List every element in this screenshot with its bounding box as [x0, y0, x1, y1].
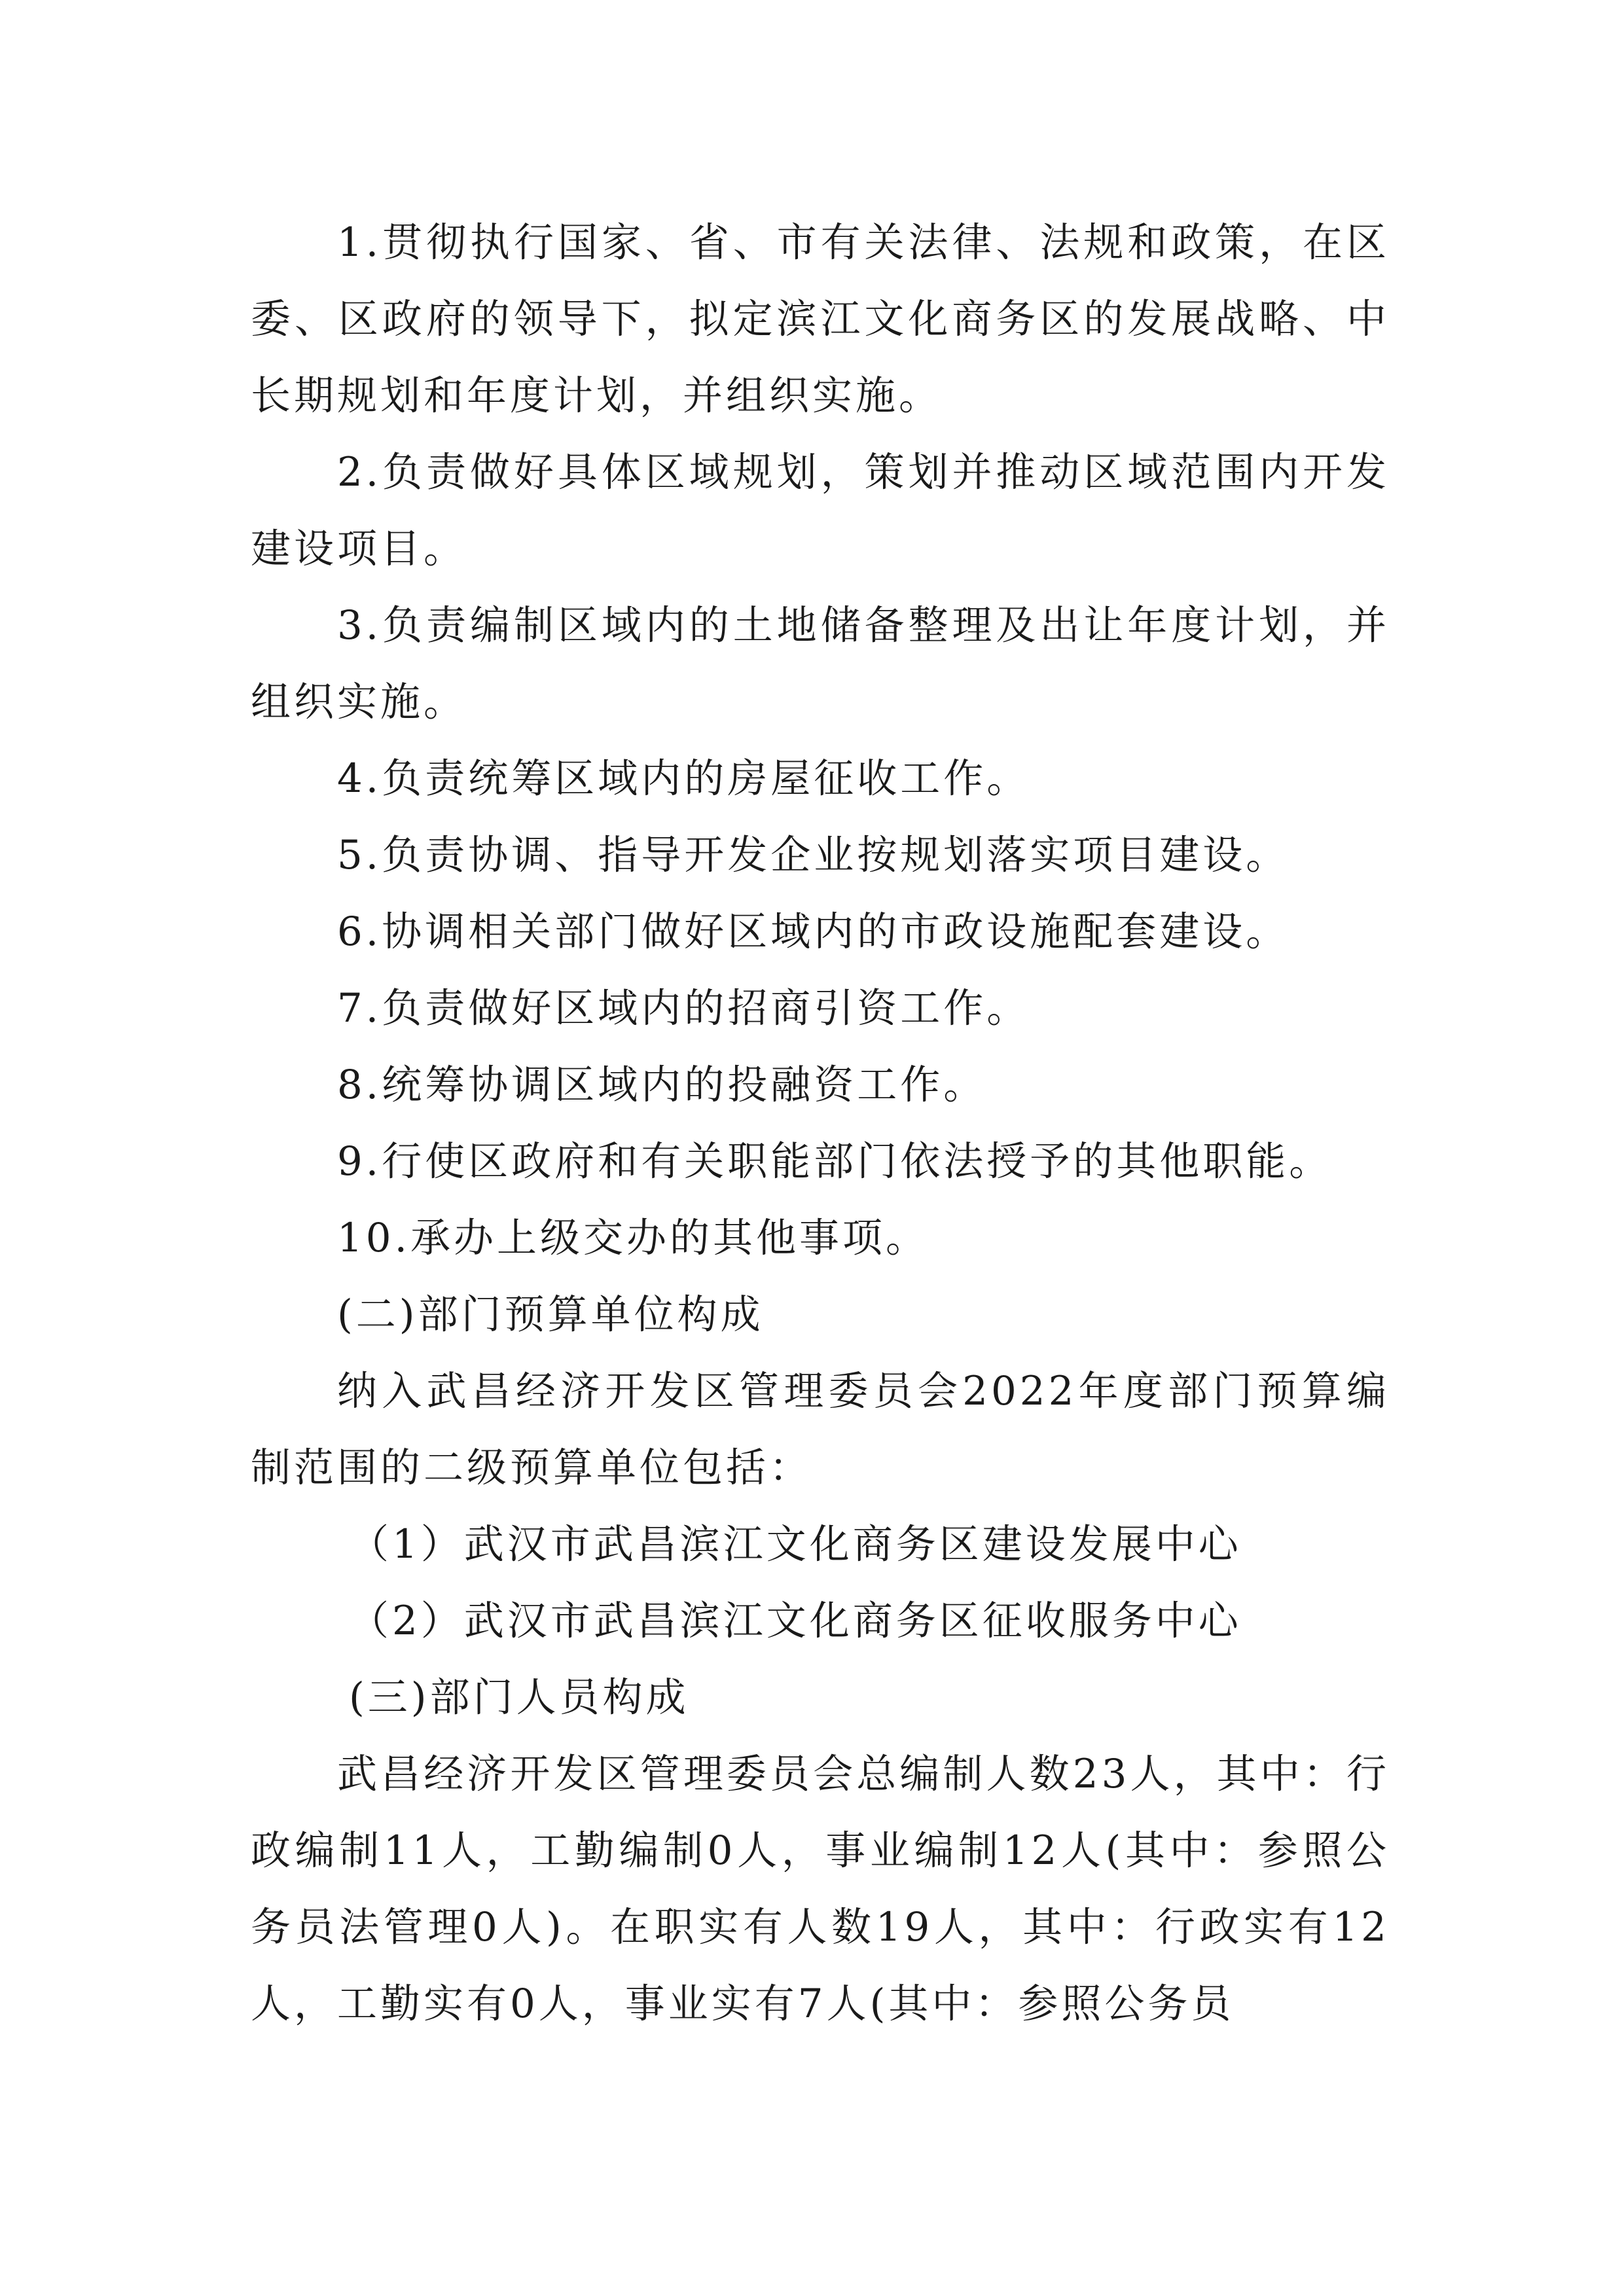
- paragraph-duty-3: 3.负责编制区域内的土地储备整理及出让年度计划，并组织实施。: [251, 602, 1390, 725]
- paragraph-duty-7: 7.负责做好区域内的招商引资工作。: [337, 985, 1030, 1031]
- paragraph-duty-8: 8.统筹协调区域内的投融资工作。: [337, 1062, 987, 1108]
- list-item-unit-1: （1）武汉市武昌滨江文化商务区建设发展中心: [349, 1521, 1242, 1568]
- section-heading-staffing: (三)部门人员构成: [349, 1674, 689, 1721]
- document-page: [251, 204, 1390, 2042]
- paragraph-staffing: 武昌经济开发区管理委员会总编制人数23人，其中：行政编制11人，工勤编制0人，事业编制12人(其中：参照公务员法管理0人)。在职实有人数19人，其中：行政实有12人，工勤实有0人，事业实有7人(其中：参照公务员: [251, 1751, 1390, 2027]
- paragraph-duty-9: 9.行使区政府和有关职能部门依法授予的其他职能。: [337, 1138, 1333, 1185]
- paragraph-budget-units: 纳入武昌经济开发区管理委员会2022年度部门预算编制范围的二级预算单位包括：: [251, 1368, 1390, 1491]
- paragraph-duty-4: 4.负责统筹区域内的房屋征收工作。: [337, 755, 1030, 802]
- section-heading-budget-units: (二)部门预算单位构成: [337, 1291, 764, 1338]
- paragraph-duty-6: 6.协调相关部门做好区域内的市政设施配套建设。: [337, 908, 1290, 955]
- paragraph-duty-5: 5.负责协调、指导开发企业按规划落实项目建设。: [337, 832, 1290, 878]
- paragraph-duty-2: 2.负责做好具体区域规划，策划并推动区域范围内开发建设项目。: [251, 449, 1390, 572]
- paragraph-duty-10: 10.承办上级交办的其他事项。: [337, 1215, 929, 1261]
- paragraph-duty-1: 1.贯彻执行国家、省、市有关法律、法规和政策，在区委、区政府的领导下，拟定滨江文化商务区的发展战略、中长期规划和年度计划，并组织实施。: [251, 219, 1390, 419]
- list-item-unit-2: （2）武汉市武昌滨江文化商务区征收服务中心: [349, 1598, 1242, 1644]
